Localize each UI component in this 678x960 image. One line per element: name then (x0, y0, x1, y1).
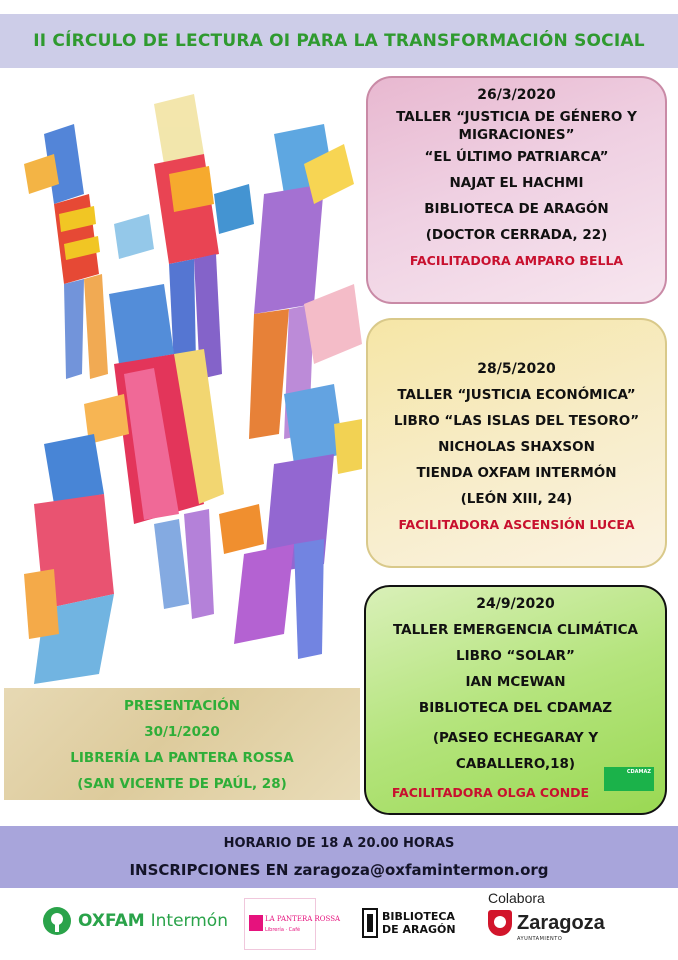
zaragoza-logo (488, 910, 605, 942)
biblio-line-2: DE ARAGÓN (382, 923, 456, 936)
zaragoza-sub: AYUNTAMIENTO (517, 936, 563, 942)
workshop-card-2 (366, 318, 667, 568)
readers-illustration (4, 74, 366, 690)
pantera-name: LA PANTERA ROSSA (265, 915, 341, 923)
workshop-facilitator: FACILITADORA AMPARO BELLA (409, 253, 624, 268)
cdamaz-logo (604, 767, 654, 791)
zaragoza-shield-icon (488, 910, 512, 936)
workshop-book: “EL ÚLTIMO PATRIARCA” (424, 149, 609, 165)
oxfam-sub-text: Intermón (150, 911, 228, 931)
oxfam-icon (42, 906, 72, 936)
workshop-date: 28/5/2020 (477, 361, 556, 377)
presentation-venue: LIBRERÍA LA PANTERA ROSSA (70, 750, 294, 766)
workshop-facilitator: FACILITADORA OLGA CONDE (391, 785, 590, 800)
workshop-venue: BIBLIOTECA DE ARAGÓN (424, 201, 609, 217)
workshop-venue: TIENDA OXFAM INTERMÓN (416, 465, 617, 481)
workshop-address: (DOCTOR CERRADA, 22) (425, 227, 608, 243)
header-banner (0, 14, 678, 68)
presentation-heading: PRESENTACIÓN (123, 698, 241, 714)
info-bar (0, 826, 678, 888)
workshop-date: 26/3/2020 (477, 87, 556, 103)
workshop-author: IAN MCEWAN (465, 674, 566, 690)
zaragoza-name: Zaragoza (517, 911, 605, 934)
workshop-title: TALLER “JUSTICIA DE GÉNERO Y MIGRACIONES” (396, 109, 637, 143)
workshop-facilitator: FACILITADORA ASCENSIÓN LUCEA (398, 517, 635, 532)
book-icon (362, 908, 378, 938)
workshop-book: LIBRO “SOLAR” (456, 648, 575, 664)
workshop-book: LIBRO “LAS ISLAS DEL TESORO” (393, 413, 640, 429)
pantera-rossa-logo (244, 898, 341, 950)
cdamaz-logo-text: CDAMAZ (626, 769, 651, 775)
workshop-card-1 (366, 76, 667, 304)
biblio-line-1: BIBLIOTECA (382, 910, 455, 923)
workshop-author: NAJAT EL HACHMI (449, 175, 584, 191)
pantera-sub: Librería · Café (265, 927, 301, 933)
schedule-text: HORARIO DE 18 A 20.00 HORAS (223, 836, 455, 851)
workshop-venue: BIBLIOTECA DEL CDAMAZ (418, 700, 613, 716)
presentation-date: 30/1/2020 (144, 724, 220, 740)
collaborates-label: Colabora (488, 890, 545, 906)
workshop-address: (LEÓN XIII, 24) (460, 491, 573, 507)
page-title: II CÍRCULO DE LECTURA OI PARA LA TRANSFORMACIÓN SOCIAL (33, 31, 645, 51)
workshop-date: 24/9/2020 (476, 596, 555, 612)
biblioteca-aragon-logo (362, 908, 456, 938)
presentation-address: (SAN VICENTE DE PAÚL, 28) (77, 776, 287, 792)
workshop-title: TALLER EMERGENCIA CLIMÁTICA (392, 622, 639, 638)
registration-text: INSCRIPCIONES EN zaragoza@oxfamintermon.org (129, 861, 549, 879)
workshop-title: TALLER “JUSTICIA ECONÓMICA” (397, 387, 636, 403)
pantera-icon (249, 915, 263, 931)
oxfam-intermon-logo (42, 906, 228, 936)
sponsor-logos (0, 888, 678, 960)
workshop-address: (PASEO ECHEGARAY Y CABALLERO,18) (432, 730, 599, 772)
workshop-author: NICHOLAS SHAXSON (438, 439, 595, 455)
presentation-box (4, 688, 360, 800)
oxfam-brand-text: OXFAM (78, 911, 145, 931)
